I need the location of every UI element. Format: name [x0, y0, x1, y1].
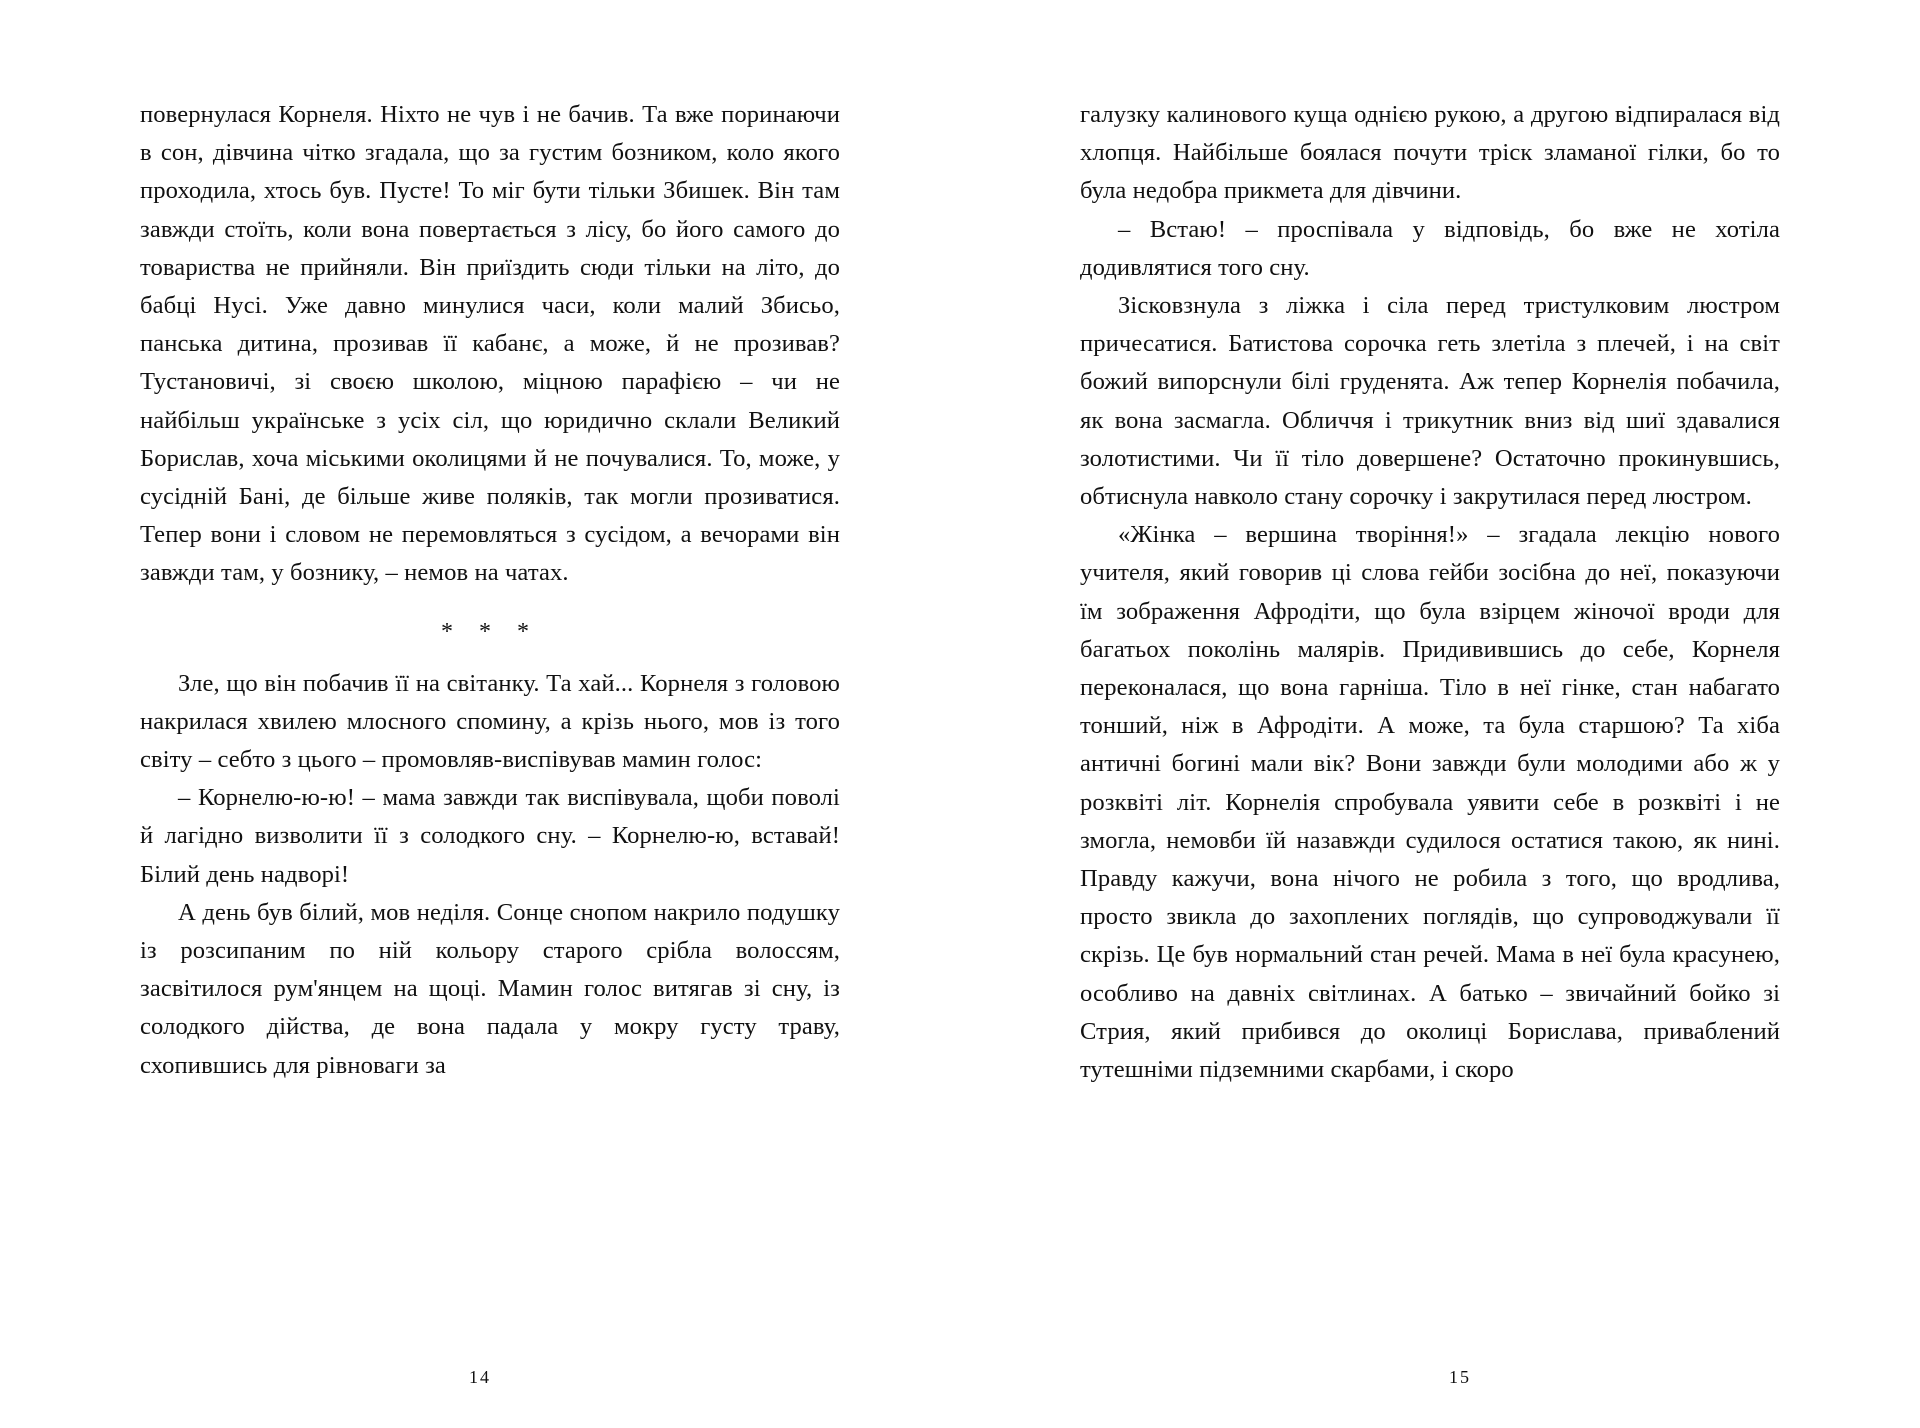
- paragraph: – Корнелю-ю-ю! – мама завжди так виспівувала, щоби поволі й лагідно визволити її з солодкого сну. – Корнелю-ю, вставай! Білий день надворі!: [140, 784, 840, 888]
- section-separator: * * *: [441, 618, 539, 645]
- text-column-right: [1080, 96, 1780, 1089]
- paragraph: «Жінка – вершина творіння!» – згадала лекцію нового учителя, який говорив ці слова гейби зосібна до неї, показуючи їм зображення Афродіти, що була взірцем жіночої вроди для багатьох поколінь малярів. Придивившись до себе, Корнеля переконалася, що вона гарніша. Тіло в неї гінке, стан набагато тонший, ніж в Афродіти. А може, та була старшою? Та хіба античні богині мали вік? Вони завжди були молодими або ж у розквіті літ. Корнелія спробувала уявити себе в розквіті і не змогла, немовби їй назавжди судилося остатися такою, як нині. Правду кажучи, вона нічого не робила з того, що вродлива, просто звикла до захоплених поглядів, що супроводжували її скрізь. Це був нормальний стан речей. Мама в неї була красунею, особливо на давніх світлинах. А батько – звичайний бойко зі Стрия, який прибився до околиці Борислава, приваблений тутешніми підземними скарбами, і скоро: [1080, 521, 1780, 1084]
- paragraph: повернулася Корнеля. Ніхто не чув і не бачив. Та вже поринаючи в сон, дівчина чітко згадала, що за густим бозником, коло якого проходила, хтось був. Пусте! То міг бути тільки Збишек. Він там завжди стоїть, коли вона повертається з лісу, бо його самого до товариства не прийняли. Він приїздить сюди тільки на літо, до бабці Нусі. Уже давно минулися часи, коли малий Збисьо, панська дитина, прозивав її кабанє, а може, й не прозивав? Тустановичі, зі своєю школою, міцною парафією – чи не найбільш українське з усіх сіл, що юридично склали Великий Борислав, хоча міськими околицями й не почувалися. То, може, у сусідній Бані, де більше живе поляків, так могли прозиватися. Тепер вони і словом не перемовляться з сусідом, а вечорами він завжди там, у бознику, – немов на чатах.: [140, 101, 840, 587]
- page-right: [960, 96, 1920, 1428]
- text-column-left: [140, 96, 840, 1085]
- paragraph: галузку калинового куща однією рукою, а другою відпиралася від хлопця. Найбільше боялася почути тріск зламаної гілки, бо то була недобра прикмета для дівчини.: [1080, 101, 1780, 205]
- paragraph: А день був білий, мов неділя. Сонце снопом накрило подушку із розсипаним по ній кольору старого срібла волоссям, засвітилося рум'янцем на щоці. Мамин голос витягав зі сну, із солодкого дійства, де вона падала у мокру густу траву, схопившись для рівноваги за: [140, 898, 840, 1079]
- page-number-left: 14: [469, 1367, 491, 1387]
- page-number-right: 15: [1449, 1367, 1471, 1387]
- paragraph: Зісковзнула з ліжка і сіла перед тристулковим люстром причесатися. Батистова сорочка геть злетіла з плечей, і на світ божий випорснули білі груденята. Аж тепер Корнелія побачила, як вона засмагла. Обличчя і трикутник вниз від шиї здавалися золотистими. Чи її тіло довершене? Остаточно прокинувшись, обтиснула навколо стану сорочку і закрутилася перед люстром.: [1080, 292, 1780, 511]
- paragraph: – Встаю! – проспівала у відповідь, бо вже не хотіла додивлятися того сну.: [1080, 215, 1780, 281]
- page-left: [0, 96, 960, 1428]
- paragraph: Зле, що він побачив її на світанку. Та хай... Корнеля з головою накрилася хвилею млосного спомину, а крізь нього, мов із того світу – себто з цього – промовляв-виспівував мамин голос:: [140, 669, 840, 774]
